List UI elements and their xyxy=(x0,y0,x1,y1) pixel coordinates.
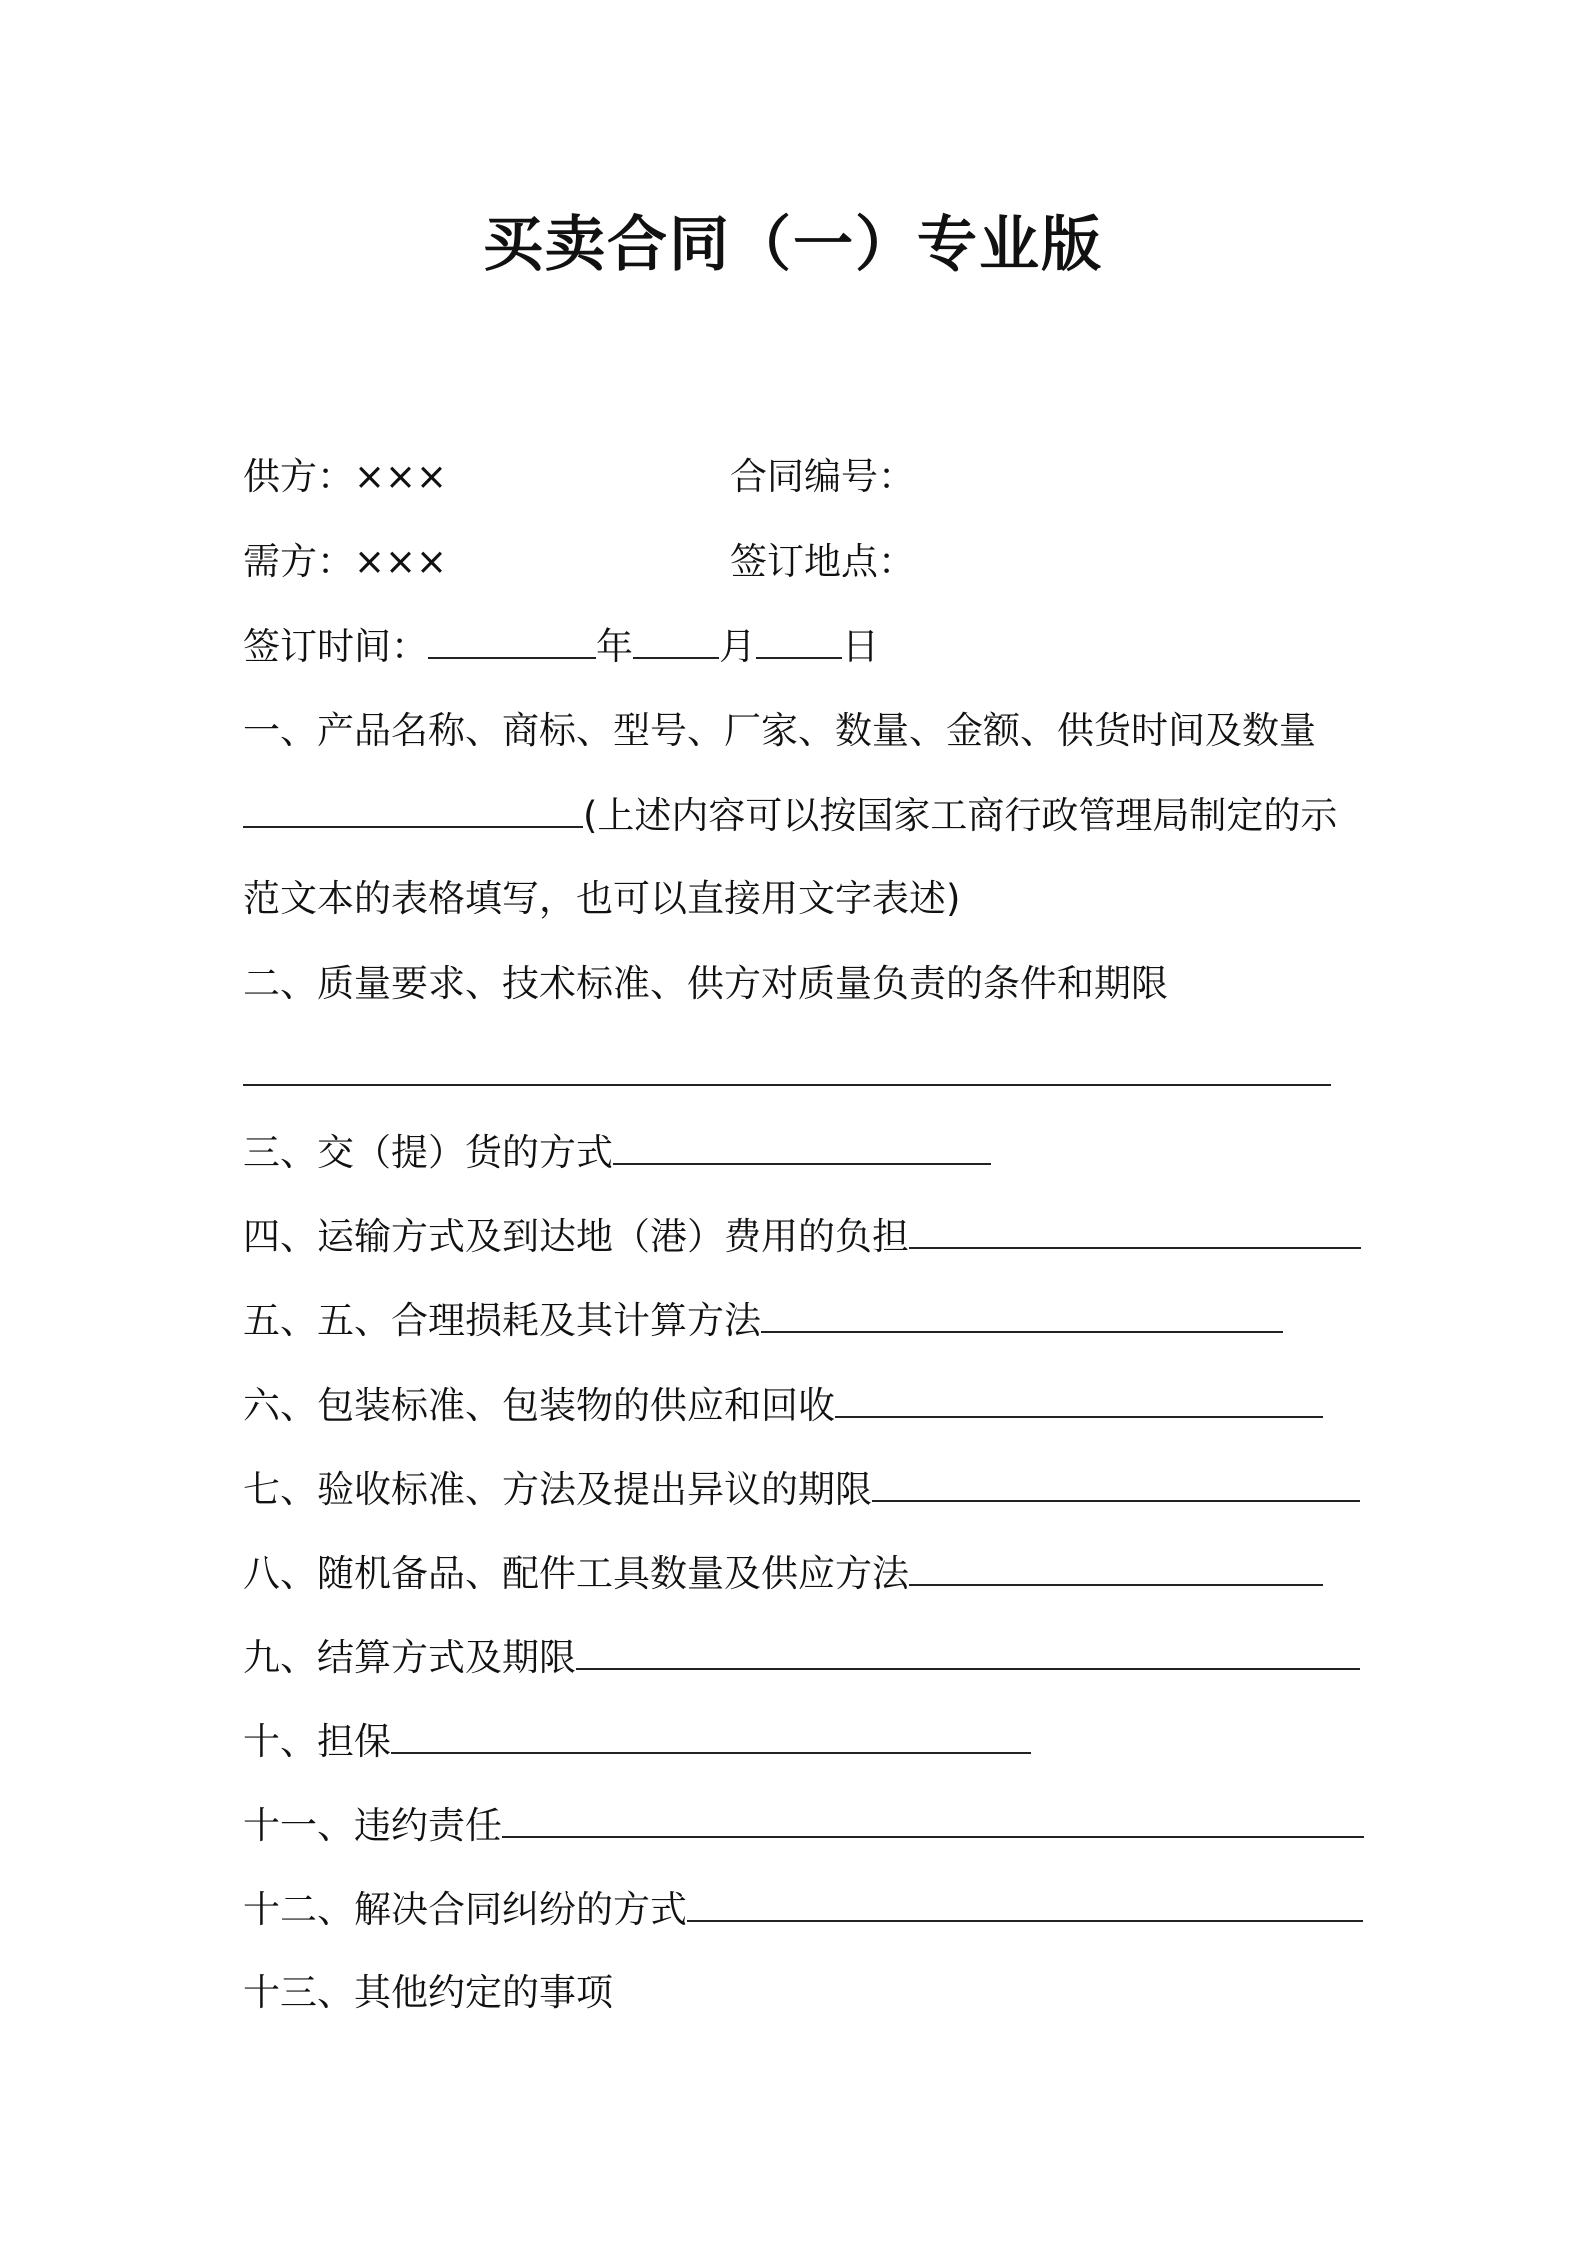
item-6-blank xyxy=(835,1380,1323,1418)
item-6-label: 六、包装标准、包装物的供应和回收 xyxy=(243,1384,835,1427)
item-9-label: 九、结算方式及期限 xyxy=(243,1636,576,1679)
item-10 xyxy=(243,1716,1031,1767)
sign-time-label: 签订时间： xyxy=(243,625,428,668)
item-1-note: (上述内容可以按国家工商行政管理局制定的示 xyxy=(583,794,1338,837)
item-1-note-end: 范文本的表格填写，也可以直接用文字表述) xyxy=(243,877,961,920)
day-label: 日 xyxy=(842,625,879,668)
item-2-blank xyxy=(243,1084,1331,1086)
item-2: 二、质量要求、技术标准、供方对质量负责的条件和期限 xyxy=(243,962,1168,1005)
item-5-blank xyxy=(761,1295,1283,1333)
item-3 xyxy=(243,1127,991,1178)
month-label: 月 xyxy=(719,625,756,668)
item-4-blank xyxy=(909,1211,1361,1249)
item-10-label: 十、担保 xyxy=(243,1720,391,1763)
item-13: 十三、其他约定的事项 xyxy=(243,1971,613,2014)
item-7 xyxy=(243,1464,1360,1515)
item-3-label: 三、交（提）货的方式 xyxy=(243,1131,613,1174)
item-1: 一、产品名称、商标、型号、厂家、数量、金额、供货时间及数量 xyxy=(243,709,1316,752)
item-4 xyxy=(243,1211,1361,1262)
item-4-label: 四、运输方式及到达地（港）费用的负担 xyxy=(243,1215,909,1258)
buyer-line: 需方：××× xyxy=(243,540,448,583)
item-12-blank xyxy=(687,1884,1363,1922)
item-12-label: 十二、解决合同纠纷的方式 xyxy=(243,1888,687,1931)
item-10-blank xyxy=(391,1716,1031,1754)
item-11-label: 十一、违约责任 xyxy=(243,1804,502,1847)
item-7-blank xyxy=(872,1464,1360,1502)
item-7-label: 七、验收标准、方法及提出异议的期限 xyxy=(243,1468,872,1511)
month-blank xyxy=(633,621,719,659)
year-label: 年 xyxy=(596,625,633,668)
item-9 xyxy=(243,1632,1360,1683)
item-5-label: 五、五、合理损耗及其计算方法 xyxy=(243,1299,761,1342)
year-blank xyxy=(428,621,596,659)
item-8-label: 八、随机备品、配件工具数量及供应方法 xyxy=(243,1552,909,1595)
supplier-line: 供方：××× xyxy=(243,455,448,498)
sign-time-line xyxy=(243,621,879,672)
item-5 xyxy=(243,1295,1283,1346)
day-blank xyxy=(756,621,842,659)
sign-place-line: 签订地点： xyxy=(730,540,915,583)
item-12 xyxy=(243,1884,1363,1935)
item-11 xyxy=(243,1800,1364,1851)
contract-number-line: 合同编号： xyxy=(730,455,915,498)
item-6 xyxy=(243,1380,1323,1431)
page-title: 买卖合同（一）专业版 xyxy=(483,210,1103,280)
item-8-blank xyxy=(909,1548,1323,1586)
item-1-continued xyxy=(243,790,1337,841)
item-9-blank xyxy=(576,1632,1360,1670)
item-1-blank xyxy=(243,790,583,828)
item-11-blank xyxy=(502,1800,1364,1838)
item-8 xyxy=(243,1548,1323,1599)
item-3-blank xyxy=(613,1127,991,1165)
